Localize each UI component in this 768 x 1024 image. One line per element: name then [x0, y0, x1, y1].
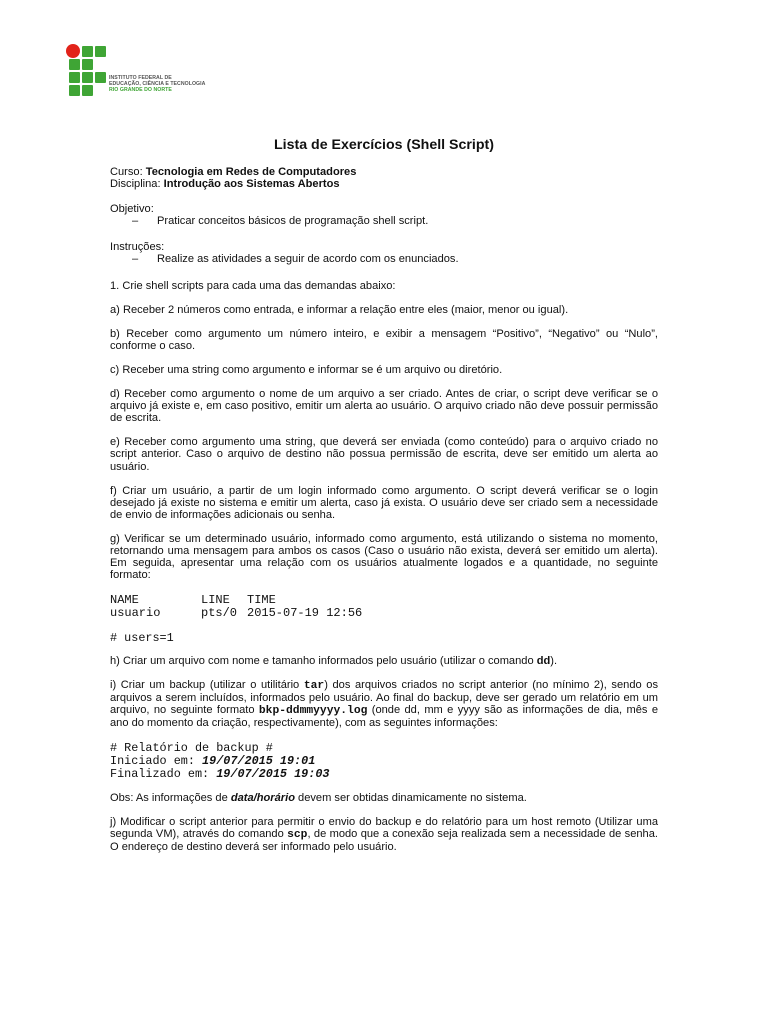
- question-j: j) Modificar o script anterior para permitir o envio do backup e do relatório para um host remoto (Utilizar uma segunda VM), através do comando scp, de modo que a conexão seja realizada sem a necessidade de senha. O endereço de destino deverá ser informado pelo usuário.: [110, 816, 658, 854]
- institution-logo: [66, 44, 226, 98]
- question-e: e) Receber como argumento uma string, que deverá ser enviada (como conteúdo) para o arquivo criado no script anterior. Caso o arquivo de destino não possua permissão de escrita, deve ser emitido um alerta ao usuário.: [110, 436, 658, 473]
- document-title: Lista de Exercícios (Shell Script): [274, 137, 494, 153]
- question-f: f) Criar um usuário, a partir de um login informado como argumento. O script deverá verificar se o login desejado já existe no sistema e emitir um alerta, caso já exista. O usuário deve ser criado sem a necessidade de envio de informações adicionais ou senha.: [110, 484, 658, 521]
- document-body: [110, 166, 658, 853]
- question-h: h) Criar um arquivo com nome e tamanho informados pelo usuário (utilizar o comando dd).: [110, 654, 558, 667]
- question-c: c) Receber uma string como argumento e informar se é um arquivo ou diretório.: [110, 363, 503, 376]
- question-b: b) Receber como argumento um número inteiro, e exibir a mensagem “Positivo”, “Negativo” ou “Nulo”, conforme o caso.: [110, 327, 658, 352]
- observation-note: Obs: As informações de data/horário devem ser obtidas dinamicamente no sistema.: [110, 792, 527, 805]
- logo-institution-name: INSTITUTO FEDERAL DE EDUCAÇÃO, CIÊNCIA E TECNOLOGIA RIO GRANDE DO NORTE: [109, 75, 206, 94]
- discipline-line: Disciplina: Introdução aos Sistemas Abertos: [110, 178, 340, 191]
- table-header-row: NAME LINE TIME: [110, 593, 276, 608]
- objective-label: Objetivo:: [110, 203, 154, 216]
- who-output-table: [110, 594, 362, 620]
- table-row: usuario pts/0 2015-07-19 12:56: [110, 606, 363, 621]
- users-count-line: # users=1: [110, 631, 174, 646]
- question-d: d) Receber como argumento o nome de um arquivo a ser criado. Antes de criar, o script deve verificar se o arquivo já existe e, em caso positivo, emitir um alerta ao usuário. O arquivo criado não deve possuir permissão de escrita.: [110, 388, 658, 425]
- objective-item: – Praticar conceitos básicos de programação shell script.: [132, 215, 429, 228]
- backup-report-format: # Relatório de backup # Iniciado em: 19/07/2015 19:01 Finalizado em: 19/07/2015 19:03: [110, 741, 330, 781]
- course-line: Curso: Tecnologia em Redes de Computadores: [110, 166, 357, 178]
- question-1: 1. Crie shell scripts para cada uma das demandas abaixo:: [110, 279, 396, 292]
- instructions-label: Instruções:: [110, 241, 165, 254]
- logo-red-circle: [66, 44, 80, 58]
- instructions-item: – Realize as atividades a seguir de acordo com os enunciados.: [132, 253, 459, 266]
- question-g: g) Verificar se um determinado usuário, informado como argumento, está utilizando o sistema no momento, retornando uma mensagem para ambos os casos (Caso o usuário não exista, deverá ser emitido um alerta). Em seguida, apresentar uma relação com os usuários atualmente logados e a quantidade, no seguinte formato:: [110, 532, 658, 582]
- question-i: i) Criar um backup (utilizar o utilitário tar) dos arquivos criados no script anterior (no mínimo 2), sendo os arquivos a serem incluídos, informados pelo usuário. Ao final do backup, deve ser gerado um relatório em um arquivo, no seguinte formato bkp-ddmmyyyy.log (onde dd, mm e yyyy são as informações de dia, mês e ano do momento da criação, respectivamente), com as seguintes informações:: [110, 678, 658, 730]
- question-a: a) Receber 2 números como entrada, e informar a relação entre eles (maior, menor ou igual).: [110, 303, 569, 316]
